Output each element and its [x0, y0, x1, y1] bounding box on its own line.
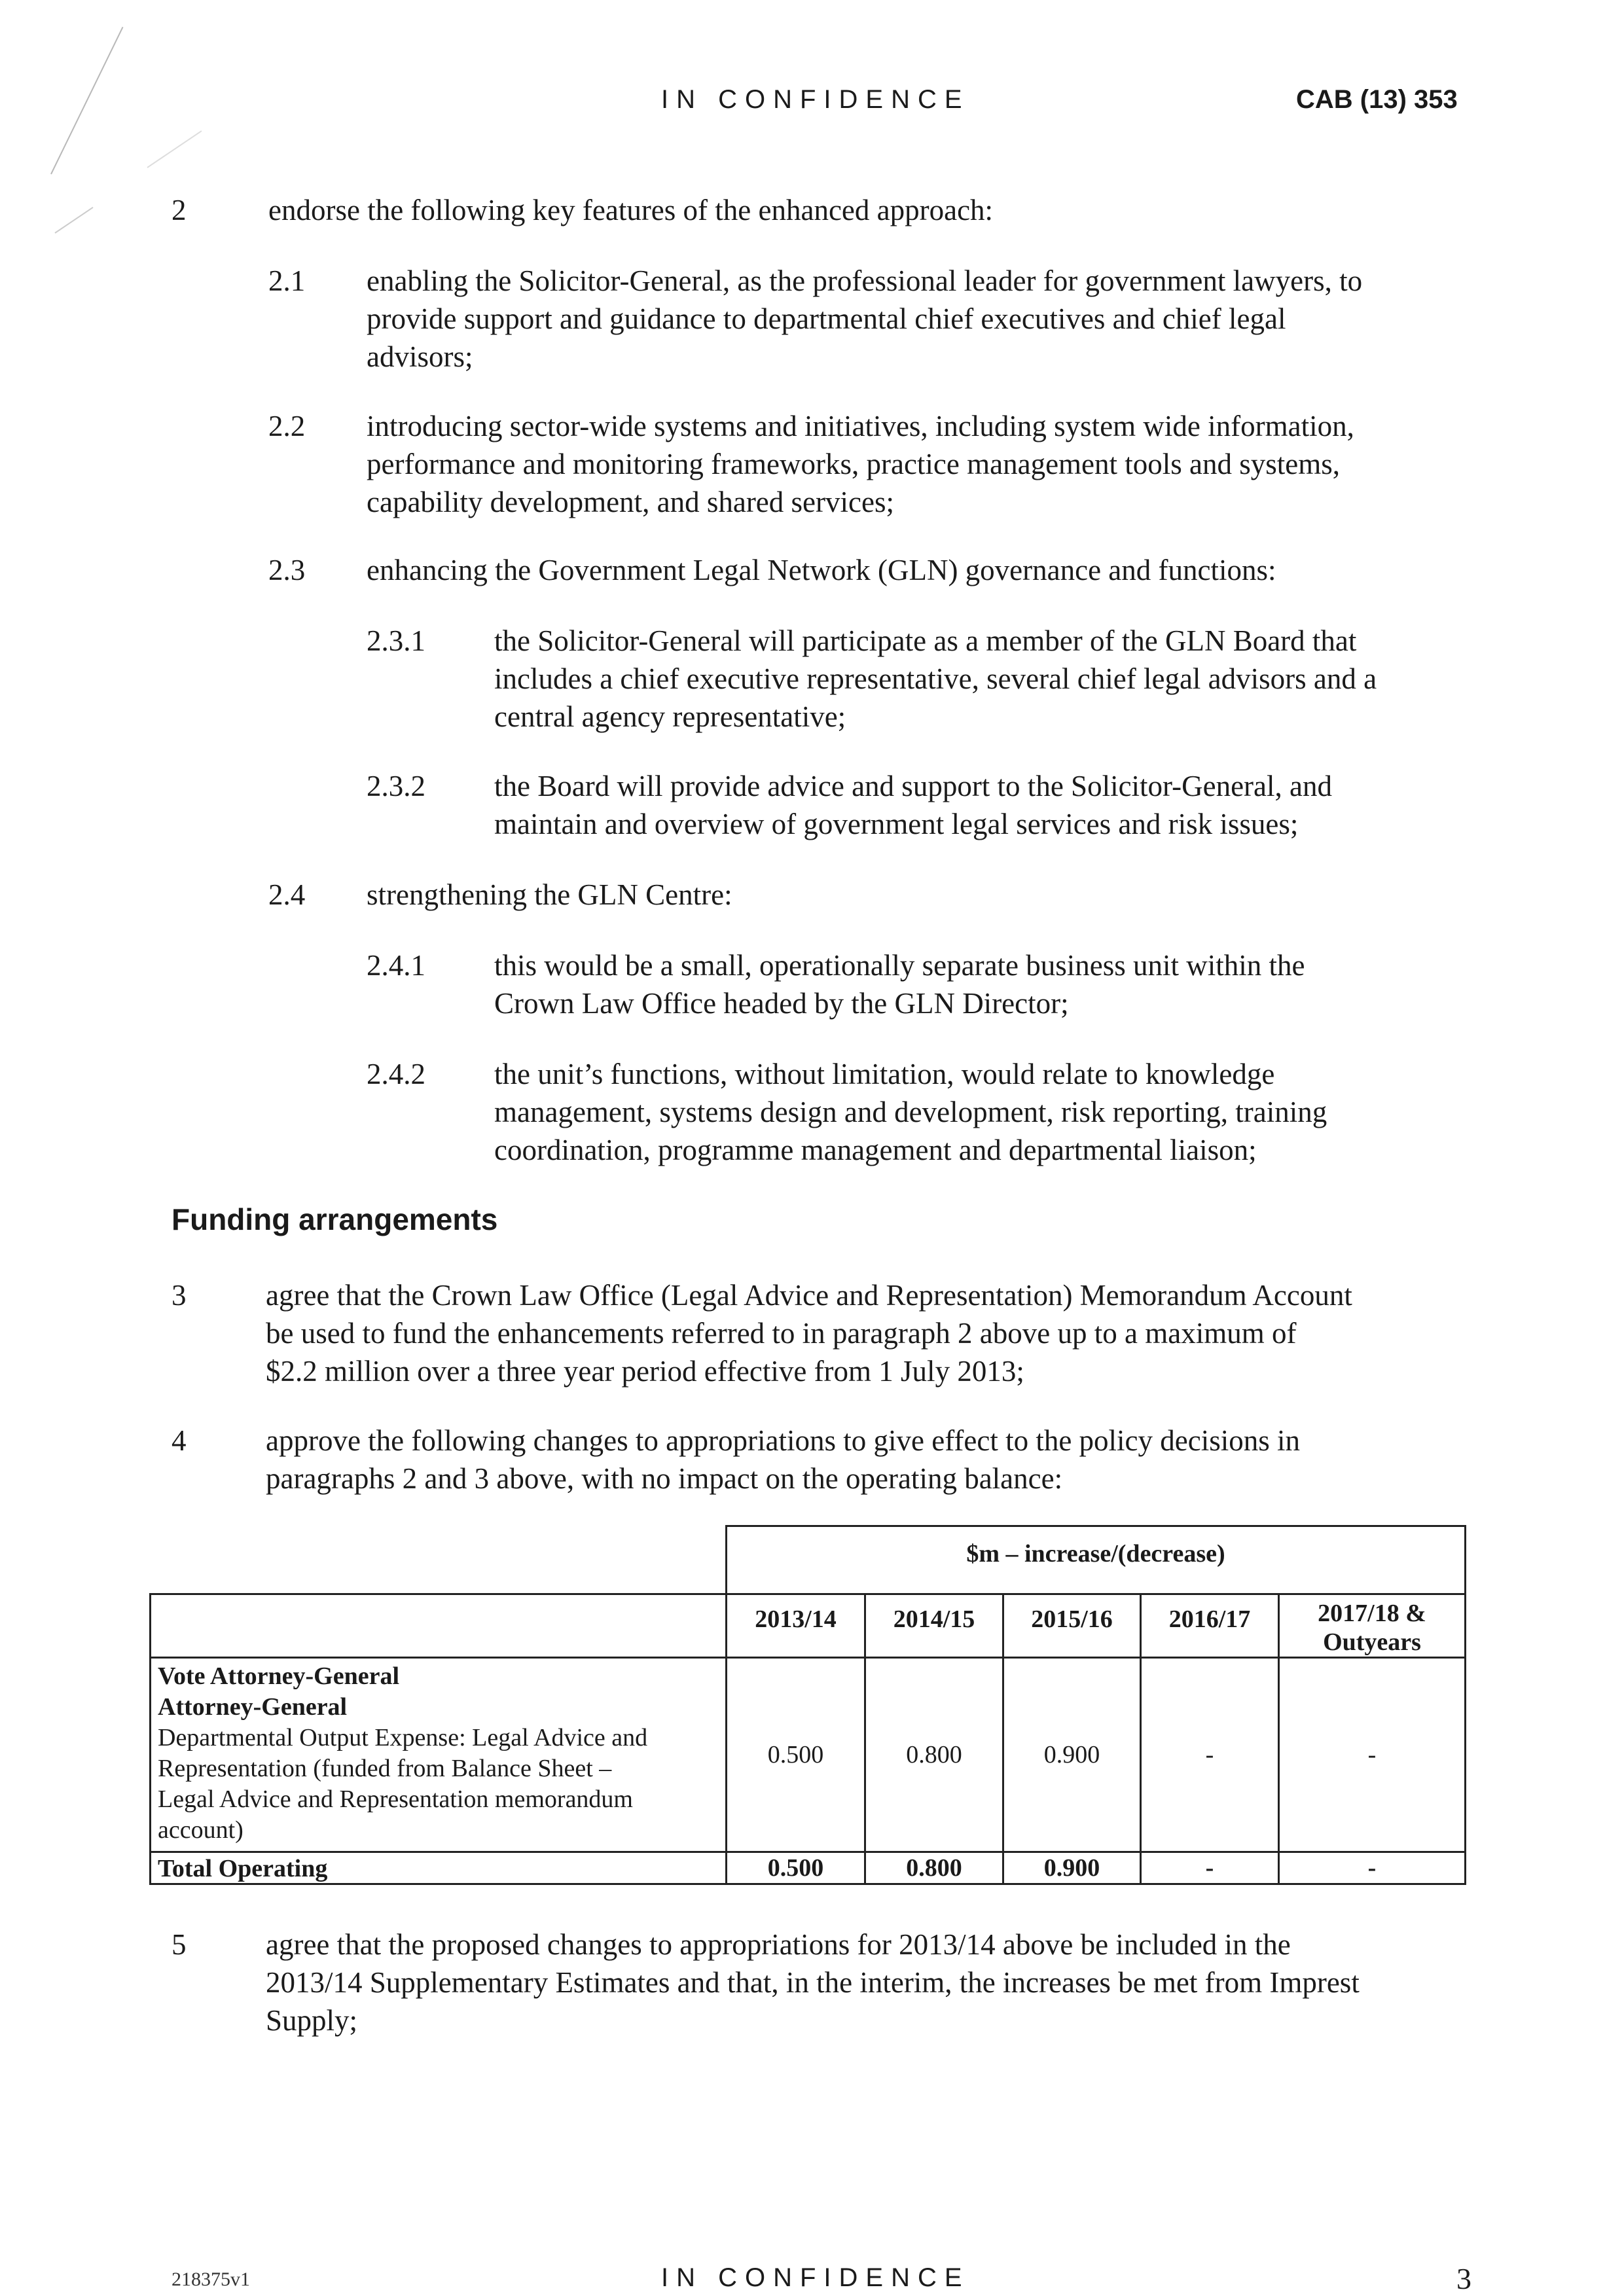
col-header-2014-15: 2014/15 — [864, 1593, 1004, 1659]
section-heading: Funding arrangements — [171, 1202, 498, 1236]
para-number: 5 — [171, 1928, 187, 1961]
item-text: introducing sector-wide systems and initiatives, including system wide information, performance and monitoring frameworks, practice management tools and systems, capability development, and shared services; — [367, 410, 1354, 518]
value-2014-15: 0.800 — [864, 1657, 1004, 1853]
item-number: 2.2 — [268, 410, 306, 442]
total-label: Total Operating — [149, 1851, 727, 1885]
col-header-2016-17: 2016/17 — [1140, 1593, 1280, 1659]
item-text: enabling the Solicitor-General, as the professional leader for government lawyers, to provide support and guidance to departmental chief executives and chief legal advisors; — [367, 264, 1363, 373]
total-2013-14: 0.500 — [725, 1851, 866, 1885]
para-number: 3 — [171, 1279, 187, 1312]
subitem-text: the Board will provide advice and support to the Solicitor-General, and maintain and overview of government legal services and risk issues; — [494, 770, 1332, 840]
header-classification: IN CONFIDENCE — [661, 85, 970, 114]
col-header-2013-14: 2013/14 — [725, 1593, 866, 1659]
page-number: 3 — [1456, 2262, 1471, 2295]
item-text: enhancing the Government Legal Network (GLN) governance and functions: — [367, 554, 1276, 586]
subitem-number: 2.4.1 — [367, 949, 425, 982]
subitem-number: 2.3.1 — [367, 624, 425, 657]
para-text: agree that the proposed changes to appropriations for 2013/14 above be included in the 2013/14 Supplementary Estimates and that, in the interim, the increases be met from Imprest Supply; — [266, 1928, 1360, 2037]
cabinet-reference: CAB (13) 353 — [1296, 85, 1458, 114]
table-header-blank — [149, 1593, 727, 1659]
document-id: 218375v1 — [171, 2269, 250, 2290]
value-2017-18-outyears: - — [1278, 1657, 1466, 1853]
item-text: strengthening the GLN Centre: — [367, 878, 732, 911]
para-number: 4 — [171, 1424, 187, 1457]
total-2014-15: 0.800 — [864, 1851, 1004, 1885]
total-2017-18-outyears: - — [1278, 1851, 1466, 1885]
col-header-2015-16: 2015/16 — [1002, 1593, 1142, 1659]
total-2016-17: - — [1140, 1851, 1280, 1885]
vote-name: Vote Attorney-General — [158, 1662, 399, 1690]
value-2016-17: - — [1140, 1657, 1280, 1853]
scan-mark — [147, 130, 202, 168]
scan-mark — [50, 27, 123, 175]
item-number: 2.1 — [268, 264, 306, 297]
para-text: endorse the following key features of the enhanced approach: — [268, 194, 994, 226]
item-number: 2.4 — [268, 878, 306, 911]
table-group-header: $m – increase/(decrease) — [725, 1525, 1466, 1595]
subitem-text: this would be a small, operationally separate business unit within the Crown Law Office headed by the GLN Director; — [494, 949, 1305, 1020]
value-2015-16: 0.900 — [1002, 1657, 1142, 1853]
col-header-2017-18-outyears: 2017/18 & Outyears — [1278, 1593, 1466, 1659]
value-2013-14: 0.500 — [725, 1657, 866, 1853]
para-text: agree that the Crown Law Office (Legal Advice and Representation) Memorandum Account be used to fund the enhancements referred to in paragraph 2 above up to a maximum of $2.2 million over a three year period effective from 1 July 2013; — [266, 1279, 1352, 1388]
minister-name: Attorney-General — [158, 1693, 348, 1721]
subitem-text: the Solicitor-General will participate as a member of the GLN Board that includes a chief executive representative, several chief legal advisors and a central agency representative; — [494, 624, 1377, 733]
total-2015-16: 0.900 — [1002, 1851, 1142, 1885]
footer-classification: IN CONFIDENCE — [661, 2263, 970, 2292]
row-description: Vote Attorney-General Attorney-General Departmental Output Expense: Legal Advice and Representation (funded from Balance Sheet – Legal Advice and Representation memorandum account) — [149, 1657, 727, 1853]
item-number: 2.3 — [268, 554, 306, 586]
para-number: 2 — [171, 194, 187, 226]
para-text: approve the following changes to appropriations to give effect to the policy decisions in paragraphs 2 and 3 above, with no impact on the operating balance: — [266, 1424, 1301, 1495]
subitem-number: 2.4.2 — [367, 1058, 425, 1090]
subitem-number: 2.3.2 — [367, 770, 425, 802]
scan-mark — [54, 207, 93, 234]
subitem-text: the unit’s functions, without limitation, would relate to knowledge management, systems design and development, risk reporting, training coordination, programme management and departmental liaison; — [494, 1058, 1327, 1166]
